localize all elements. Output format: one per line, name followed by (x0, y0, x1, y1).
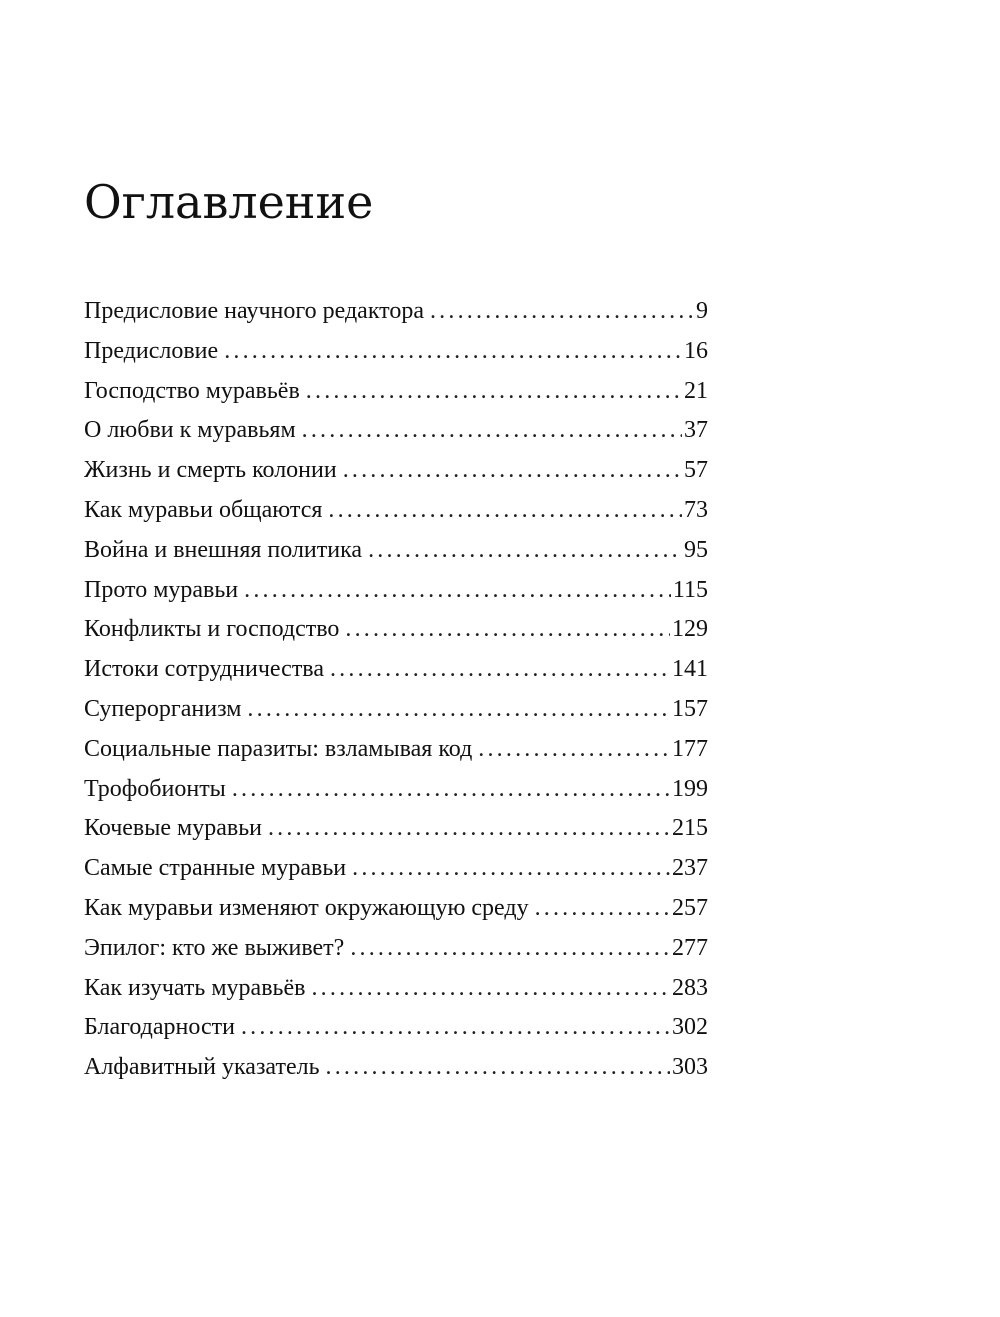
toc-entry-title: О любви к муравьям (84, 417, 296, 444)
toc-entry-page-number: 199 (672, 775, 708, 802)
toc-entry-page-number: 95 (684, 536, 708, 563)
dot-leader (326, 1048, 670, 1088)
toc-entry-page-number: 73 (684, 496, 708, 523)
toc-entry[interactable] (84, 730, 708, 770)
toc-entry-title: Господство муравьёв (84, 377, 300, 404)
toc-entry[interactable] (84, 531, 708, 571)
toc-entry[interactable] (84, 849, 708, 889)
toc-entry-page-number: 129 (672, 616, 708, 643)
toc-entry-page-number: 303 (672, 1054, 708, 1081)
toc-entry[interactable] (84, 770, 708, 810)
toc-entry-page-number: 37 (684, 417, 708, 444)
toc-entry-title: Предисловие (84, 337, 219, 364)
dot-leader (345, 610, 670, 650)
toc-entry[interactable] (84, 690, 708, 730)
toc-entry-title: Как муравьи изменяют окружающую среду (84, 894, 529, 921)
dot-leader (430, 292, 694, 332)
toc-entry-page-number: 177 (672, 735, 708, 762)
toc-entry-page-number: 141 (672, 656, 708, 683)
dot-leader (311, 969, 670, 1009)
toc-entry-title: Трофобионты (84, 775, 226, 802)
toc-entry[interactable] (84, 1008, 708, 1048)
toc-entry[interactable] (84, 332, 708, 372)
dot-leader (247, 690, 670, 730)
toc-entry-title: Кочевые муравьи (84, 815, 262, 842)
toc-entry-page-number: 57 (684, 457, 708, 484)
dot-leader (350, 929, 670, 969)
toc-entry-title: Как муравьи общаются (84, 496, 323, 523)
toc-entry[interactable] (84, 929, 708, 969)
dot-leader (478, 730, 670, 770)
toc-entry-page-number: 257 (672, 894, 708, 921)
dot-leader (330, 650, 670, 690)
dot-leader (343, 451, 682, 491)
toc-entry-title: Конфликты и господство (84, 616, 340, 643)
toc-entry[interactable] (84, 292, 708, 332)
toc-entry-page-number: 21 (684, 377, 708, 404)
toc-entry-page-number: 215 (672, 815, 708, 842)
toc-entry-title: Благодарности (84, 1014, 235, 1041)
toc-entry-page-number: 115 (672, 576, 708, 603)
toc-entry-title: Как изучать муравьёв (84, 974, 306, 1001)
toc-entry[interactable] (84, 889, 708, 929)
dot-leader (244, 571, 671, 611)
toc-entry-title: Жизнь и смерть колонии (84, 457, 337, 484)
toc-entry[interactable] (84, 372, 708, 412)
dot-leader (232, 770, 670, 810)
toc-entry-title: Предисловие научного редактора (84, 298, 424, 324)
toc-entry[interactable] (84, 571, 708, 611)
toc-entry[interactable] (84, 1048, 708, 1088)
toc-entry-page-number: 157 (672, 695, 708, 722)
toc-entry-page-number: 283 (672, 974, 708, 1001)
toc-entry-page-number: 302 (672, 1014, 708, 1041)
toc-entry[interactable] (84, 491, 708, 531)
toc-entry-page-number: 277 (672, 934, 708, 961)
dot-leader (352, 849, 670, 889)
toc-entry[interactable] (84, 650, 708, 690)
toc-entry-title: Самые странные муравьи (84, 855, 347, 882)
toc-entry[interactable] (84, 809, 708, 849)
toc-entry-title: Суперорганизм (84, 695, 242, 722)
toc-entry[interactable] (84, 451, 708, 491)
toc-entry-title: Истоки сотрудничества (84, 656, 324, 683)
toc-entry-title: Война и внешняя политика (84, 536, 363, 563)
dot-leader (306, 372, 682, 412)
toc-entry-title: Прото муравьи (84, 576, 239, 603)
page-title: Оглавление (84, 175, 374, 229)
dot-leader (241, 1008, 670, 1048)
dot-leader (268, 809, 670, 849)
dot-leader (368, 531, 682, 571)
toc-entry-page-number: 16 (684, 337, 708, 364)
table-of-contents (84, 292, 708, 1088)
toc-entry-title: Социальные паразиты: взламывая код (84, 735, 473, 762)
dot-leader (224, 332, 682, 372)
toc-entry[interactable] (84, 411, 708, 451)
toc-entry-title: Алфавитный указатель (84, 1054, 320, 1081)
dot-leader (535, 889, 670, 929)
dot-leader (302, 411, 682, 451)
dot-leader (328, 491, 682, 531)
toc-entry-page-number: 237 (672, 855, 708, 882)
toc-entry[interactable] (84, 610, 708, 650)
toc-entry-title: Эпилог: кто же выживет? (84, 934, 345, 961)
toc-entry[interactable] (84, 969, 708, 1009)
toc-entry-page-number: 9 (696, 298, 708, 324)
